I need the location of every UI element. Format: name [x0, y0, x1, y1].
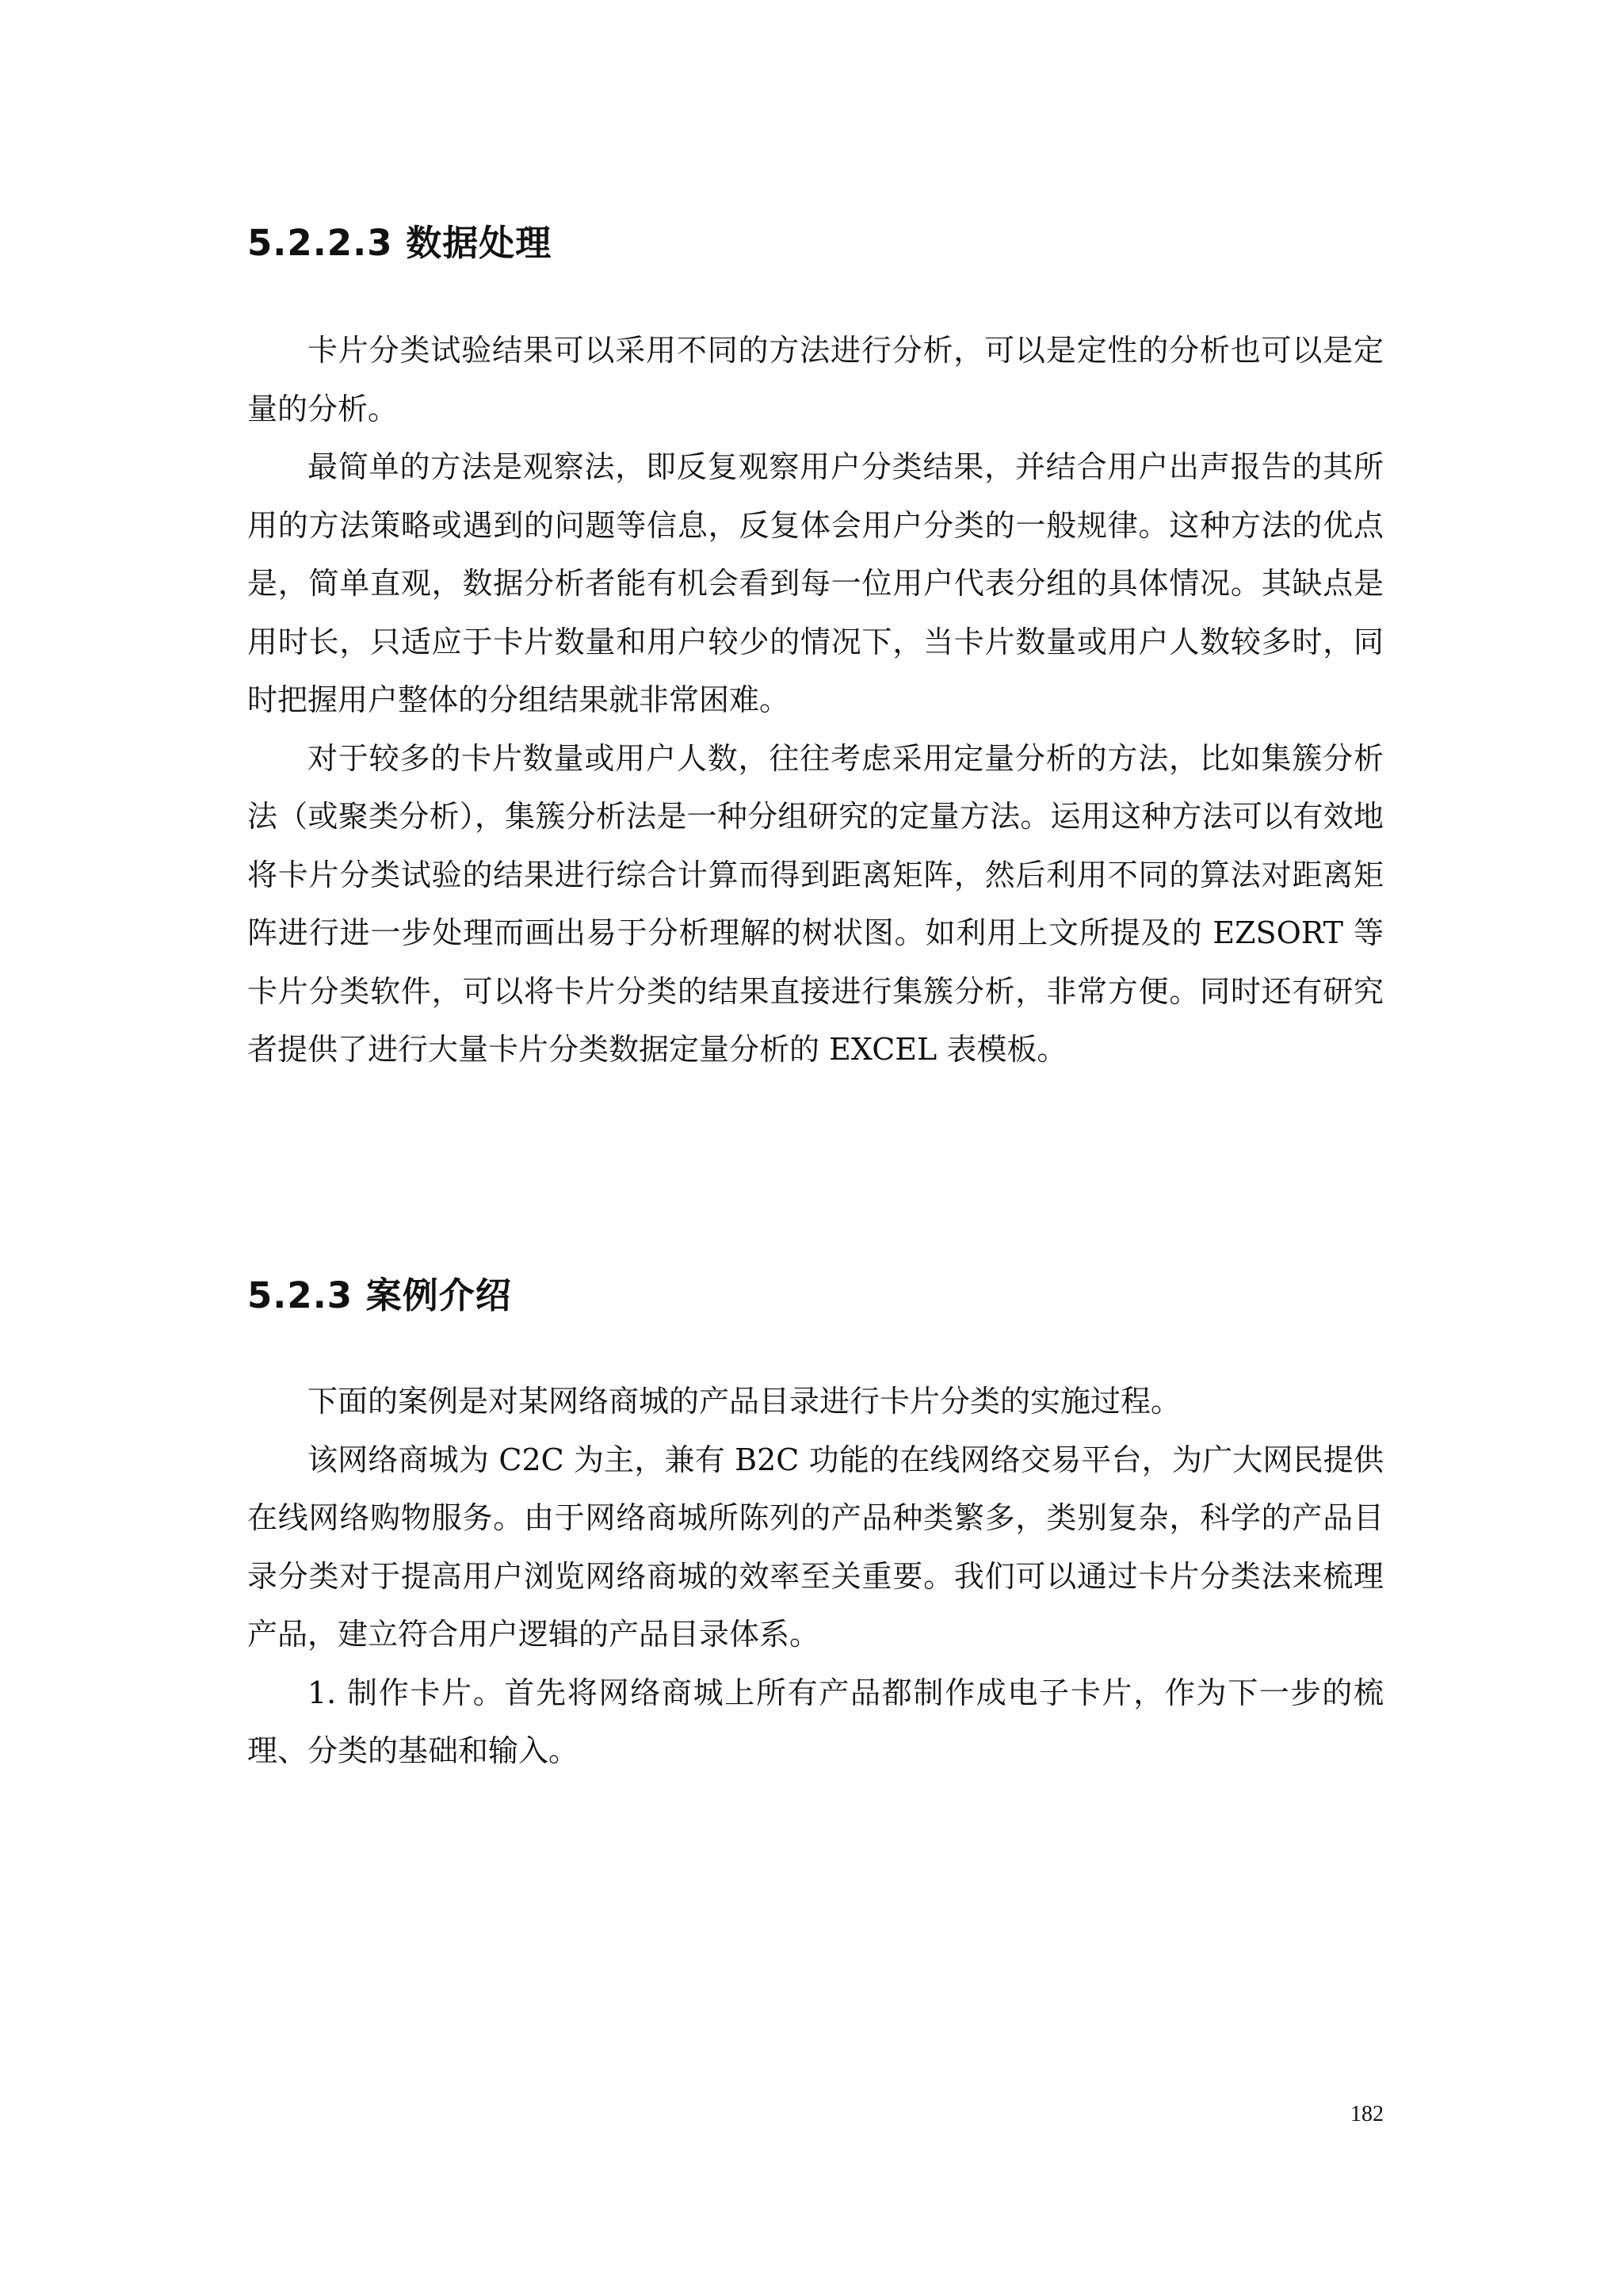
paragraph: 该网络商城为 C2C 为主，兼有 B2C 功能的在线网络交易平台，为广大网民提供在线网络购物服务。由于网络商城所陈列的产品种类繁多，类别复杂，科学的产品目录分类对于提高用户浏览网络商城的效率至关重要。我们可以通过卡片分类法来梳理产品，建立符合用户逻辑的产品目录体系。: [247, 1442, 1384, 1652]
section-body-data-processing: [247, 322, 1384, 1079]
section-heading-data-processing: 5.2.2.3 数据处理: [247, 222, 552, 264]
paragraph: 对于较多的卡片数量或用户人数，往往考虑采用定量分析的方法，比如集簇分析法（或聚类分析），集簇分析法是一种分组研究的定量方法。运用这种方法可以有效地将卡片分类试验的结果进行综合计算而得到距离矩阵，然后利用不同的算法对距离矩阵进行进一步处理而画出易于分析理解的树状图。如利用上文所提及的 EZSORT 等卡片分类软件，可以将卡片分类的结果直接进行集簇分析，非常方便。同时还有研究者提供了进行大量卡片分类数据定量分析的 EXCEL 表模板。: [247, 740, 1384, 1067]
paragraph: 最简单的方法是观察法，即反复观察用户分类结果，并结合用户出声报告的其所用的方法策略或遇到的问题等信息，反复体会用户分类的一般规律。这种方法的优点是，简单直观，数据分析者能有机会看到每一位用户代表分组的具体情况。其缺点是用时长，只适应于卡片数量和用户较少的情况下，当卡片数量或用户人数较多时，同时把握用户整体的分组结果就非常困难。: [247, 449, 1384, 717]
paragraph: 1. 制作卡片。首先将网络商城上所有产品都制作成电子卡片，作为下一步的梳理、分类的基础和输入。: [247, 1675, 1384, 1768]
page-number: 182: [1350, 2102, 1384, 2126]
section-body-case-introduction: [247, 1373, 1384, 1781]
paragraph: 下面的案例是对某网络商城的产品目录进行卡片分类的实施过程。: [307, 1384, 1182, 1419]
paragraph: 卡片分类试验结果可以采用不同的方法进行分析，可以是定性的分析也可以是定量的分析。: [247, 333, 1384, 426]
section-heading-case-introduction: 5.2.3 案例介绍: [247, 1274, 512, 1316]
